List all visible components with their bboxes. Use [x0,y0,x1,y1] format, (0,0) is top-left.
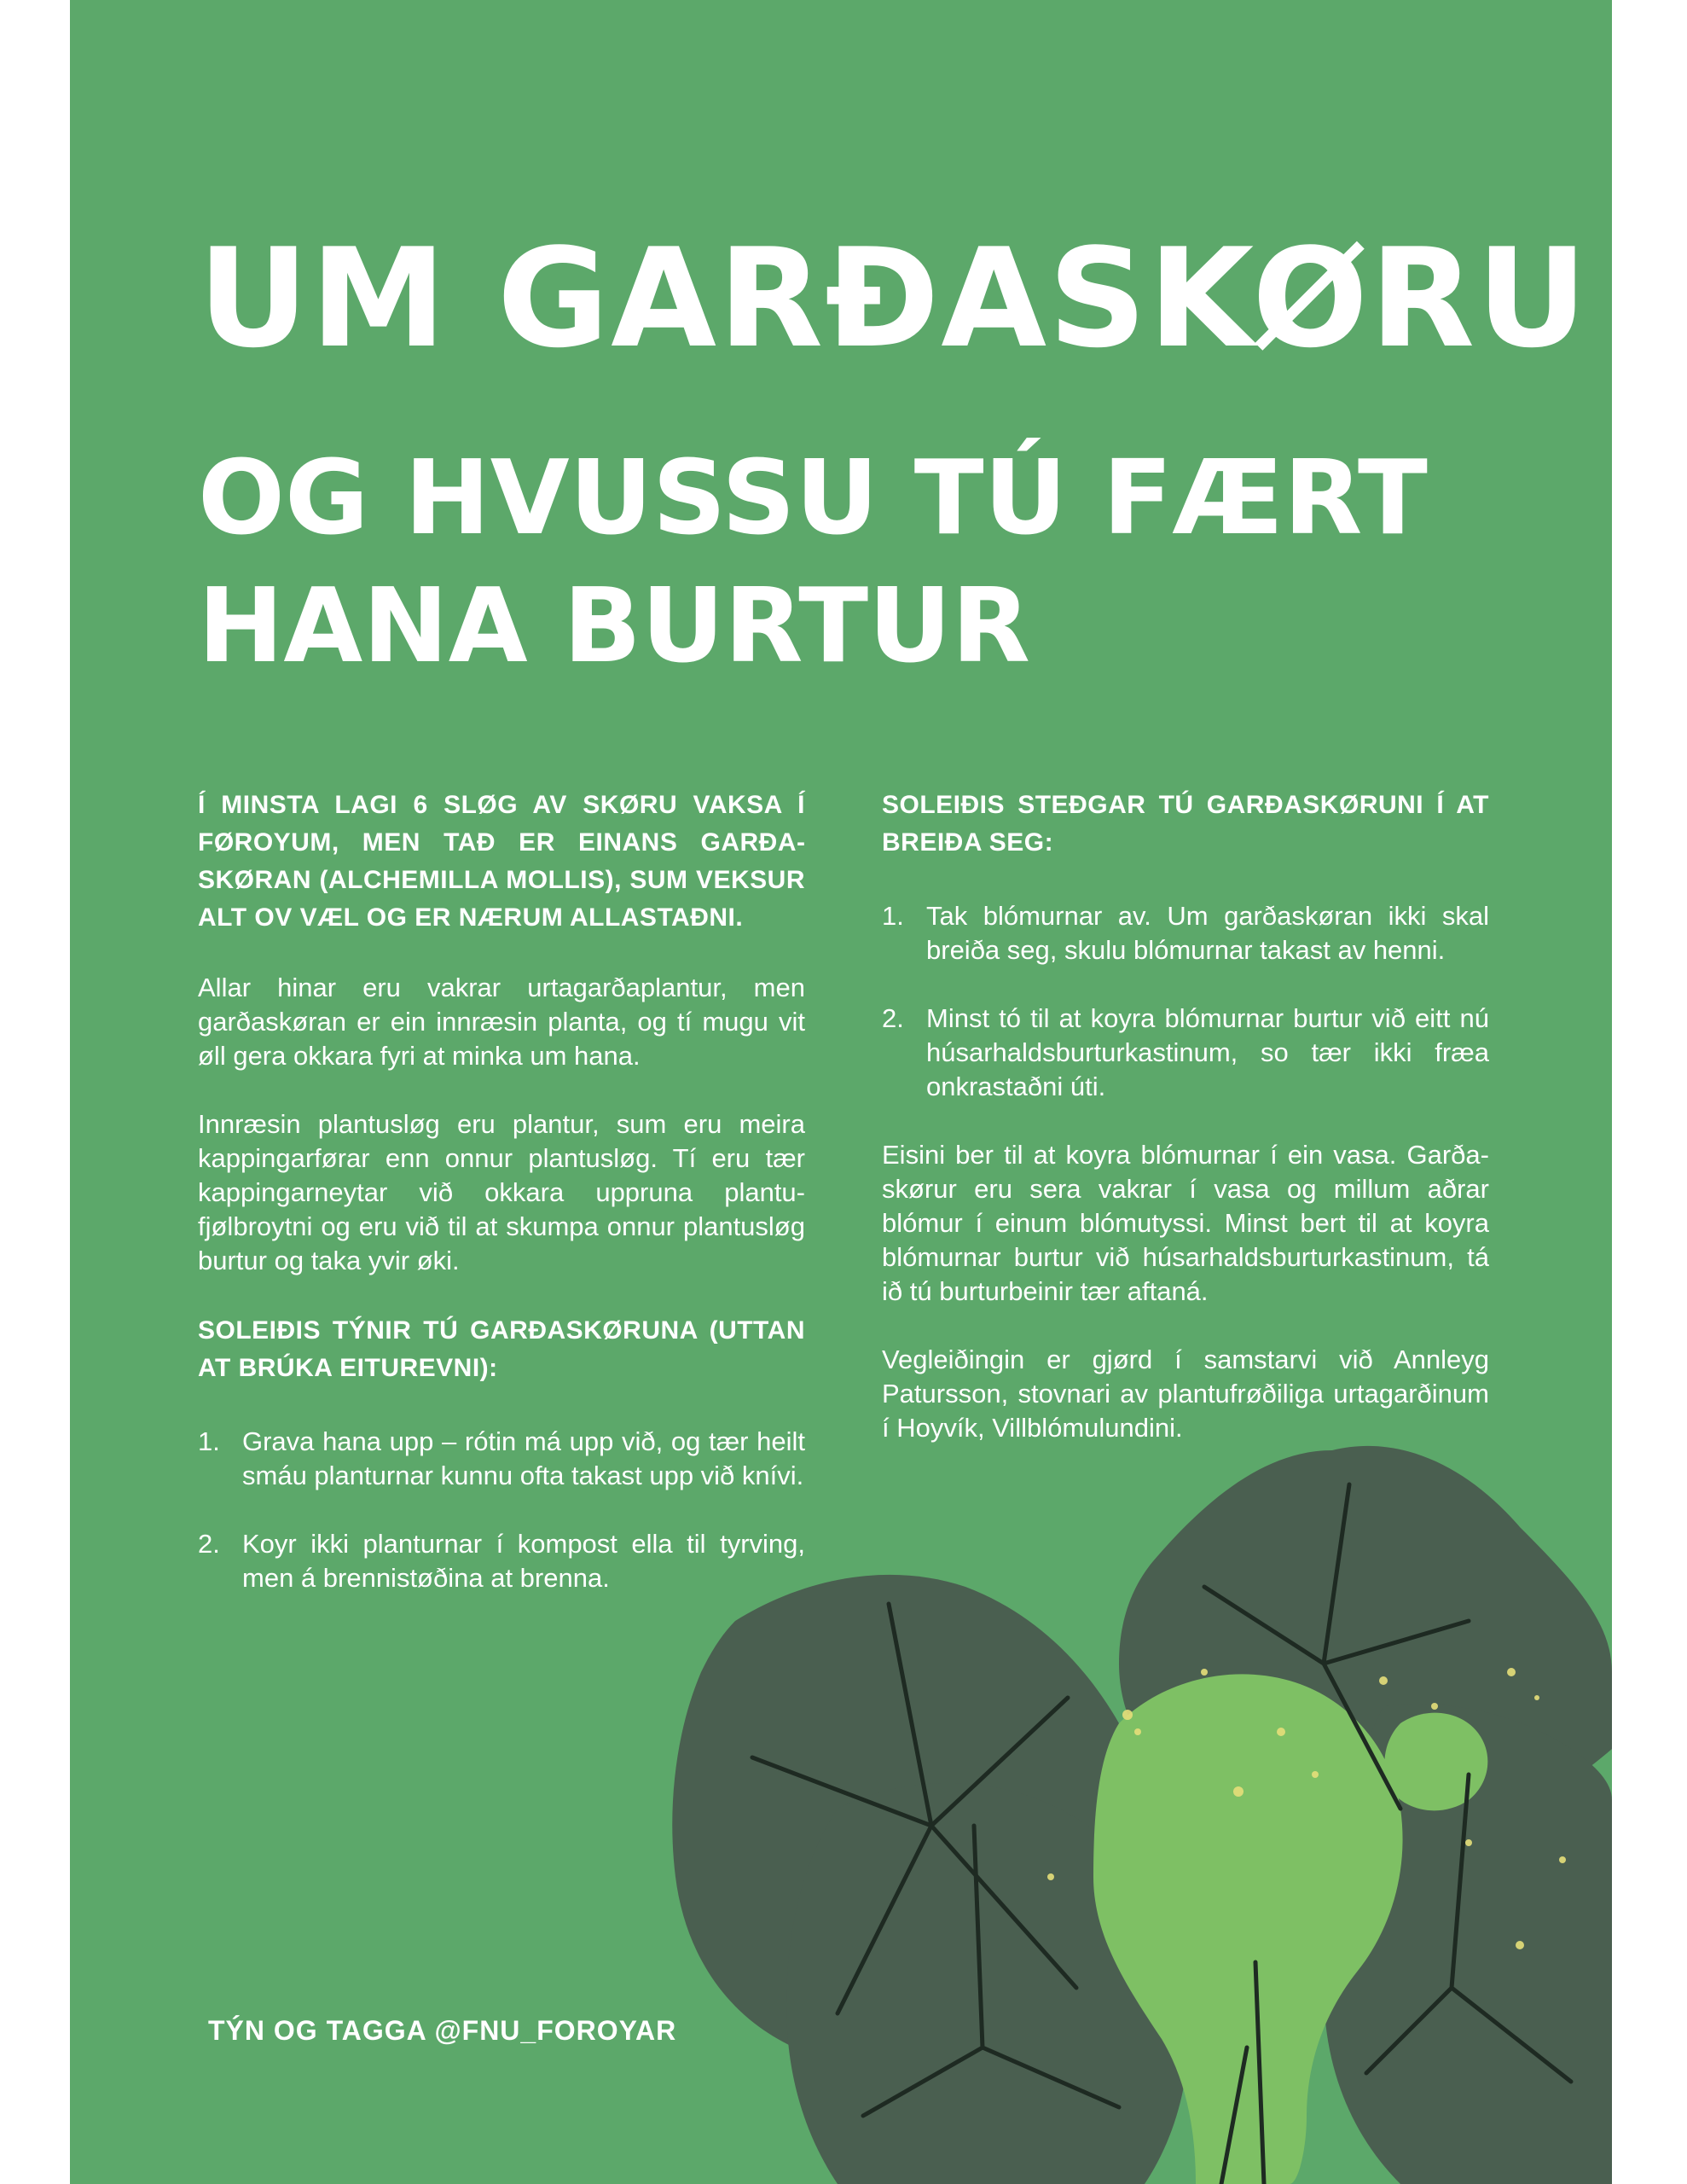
step-text: Tak blómurnar av. Um garðaskøran ikki skal breiða seg, skulu blómurnar takast av henni. [926,901,1489,965]
prevention-steps [882,899,1489,1104]
list-item [882,1002,1489,1104]
social-tag: TÝN OG TAGGA @FNU_FOROYAR [208,2015,677,2046]
left-column [198,787,805,1629]
poster-page [70,0,1612,2184]
subtitle: OG HVUSSU TÚ FÆRT HANA BURTUR [198,439,1428,686]
step-number: 1. [882,901,904,931]
paragraph-definition: Innræsin plantusløg eru plantur, sum eru meira kappingarførar enn onnur plantusløg. Tí eru tær kappingarneytar við okkara uppruna plantufjølbroytni og eru við til at skumpa onnur plantusløg burtur og taka yvir øki. [198,1109,805,1275]
step-text: Grava hana upp – rótin má upp við, og tær heilt smáu planturnar kunnu ofta takast upp við knívi. [242,1426,805,1490]
main-title: UM GARÐASKØRU [198,218,1590,378]
step-number: 1. [198,1426,220,1456]
list-item [198,1527,805,1595]
step-number: 2. [198,1529,220,1559]
step-text: Koyr ikki planturnar í kompost ella til tyrving, men á brennistøðina at brenna. [242,1529,805,1593]
paragraph-credits: Vegleiðingin er gjørd í samstarvi við Annleyg Patursson, stovnari av plantufrøðiliga urtagarðinum í Hoyvík, Villblómulundini. [882,1345,1489,1443]
step-text: Minst tó til at koyra blómurnar burtur við eitt nú húsarhaldsburturkastinum, so tær ikki fræa onkrastaðni úti. [926,1003,1489,1101]
small-leaf [1384,1713,1487,1811]
paragraph-vase: Eisini ber til at koyra blómurnar í ein vasa. Garðaskørur eru sera vakrar í vasa og millum aðrar blómur í einum blómutyssi. Minst bert til at koyra blómurnar burtur við húsarhaldsburturkastinum, tá ið tú burturbeinir tær aftaná. [882,1140,1489,1306]
intro-lead: Í MINSTA LAGI 6 SLØG AV SKØRU VAKSA Í FØROYUM, MEN TAÐ ER EINANS GARÐASKØRAN (ALCHEMILLA MOLLIS), SUM VEKSUR ALT OV VÆL OG ER NÆRUM ALLASTAÐNI. [198,791,805,932]
step-number: 2. [882,1003,904,1033]
heading-prevent-spread: SOLEIÐIS STEÐGAR TÚ GARÐASKØRUNI Í AT BREIÐA SEG: [882,791,1489,857]
heading-removal: SOLEIÐIS TÝNIR TÚ GARÐASKØRUNA (UTTAN AT BRÚKA EITUREVNI): [198,1316,805,1382]
paragraph-invasive: Allar hinar eru vakrar urtagarðaplantur, men garðaskøran er ein innræsin planta, og tí mugu vit øll gera okkara fyri at minka um hana. [198,973,805,1071]
list-item [198,1425,805,1493]
list-item [882,899,1489,967]
right-column [882,787,1489,1479]
removal-steps [198,1425,805,1595]
